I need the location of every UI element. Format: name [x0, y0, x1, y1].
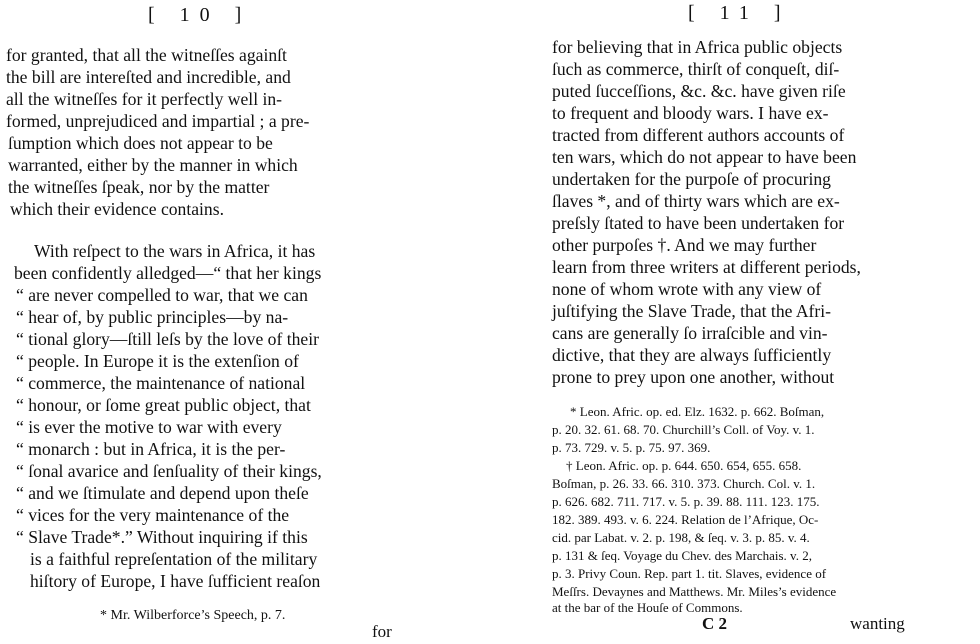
text-line: “ is ever the motive to war with every — [16, 417, 282, 437]
text-line: “ Slave Trade*.” Without inquiring if this — [16, 527, 308, 547]
text-line: learn from three writers at different periods, — [552, 257, 861, 277]
footnote-line: p. 20. 32. 61. 68. 70. Churchill’s Coll. of Voy. v. 1. — [552, 422, 815, 437]
text-line: “ tional glory—ſtill leſs by the love of their — [16, 329, 319, 349]
footnote-line: p. 626. 682. 711. 717. v. 5. p. 39. 88. 111. 123. 175. — [552, 494, 820, 509]
text-line: hiſtory of Europe, I have ſufficient reaſon — [30, 571, 321, 591]
text-line: “ monarch : but in Africa, it is the per- — [16, 439, 286, 459]
text-line: for granted, that all the witneſſes againſt — [6, 45, 287, 65]
text-line: to frequent and bloody wars. I have ex- — [552, 103, 829, 123]
text-line: the bill are intereſted and incredible, and — [6, 67, 291, 87]
text-line: formed, unprejudiced and impartial ; a pre- — [6, 111, 310, 131]
footnote-line: Boſman, p. 26. 33. 66. 310. 373. Church. Col. v. 1. — [552, 476, 816, 491]
footnote-line: * Leon. Afric. op. ed. Elz. 1632. p. 662. Boſman, — [570, 404, 825, 419]
text-line: ten wars, which do not appear to have been — [552, 147, 857, 167]
text-line: “ vices for the very maintenance of the — [16, 505, 290, 525]
text-line: “ commerce, the maintenance of national — [16, 373, 306, 393]
footnote-line: at the bar of the Houſe of Commons. — [552, 600, 743, 615]
footnote-line: cid. par Labat. v. 2. p. 198, & ſeq. v. 3. p. 85. v. 4. — [552, 530, 810, 545]
text-line: other purpoſes †. And we may further — [552, 235, 817, 255]
left-page — [0, 0, 420, 644]
left-footnote: * Mr. Wilberforce’s Speech, p. 7. — [100, 608, 286, 623]
text-line: dictive, that they are always ſufficiently — [552, 345, 832, 365]
left-page-number: [ 10 ] — [148, 4, 252, 26]
text-line: ſuch as commerce, thirſt of conqueſt, diſ- — [552, 59, 840, 79]
right-catchword: wanting — [850, 614, 905, 633]
footnote-line: p. 73. 729. v. 5. p. 75. 97. 369. — [552, 440, 711, 455]
text-line: tracted from different authors accounts of — [552, 125, 845, 145]
text-line: ſlaves *, and of thirty wars which are ex- — [552, 191, 840, 211]
text-line: all the witneſſes for it perfectly well in- — [6, 89, 283, 109]
text-line: cans are generally ſo irraſcible and vin- — [552, 323, 828, 343]
footnote-line: † Leon. Afric. op. p. 644. 650. 654, 655. 658. — [566, 458, 802, 473]
text-line: warranted, either by the manner in which — [8, 155, 298, 175]
text-line: “ ſonal avarice and ſenſuality of their kings, — [16, 461, 322, 481]
text-line: puted ſucceſſions, &c. &c. have given riſe — [552, 81, 846, 101]
text-line: “ honour, or ſome great public object, that — [16, 395, 311, 415]
text-line: undertaken for the purpoſe of procuring — [552, 169, 831, 189]
signature-mark: C 2 — [702, 614, 728, 633]
footnote-line: p. 3. Privy Coun. Rep. part 1. tit. Slaves, evidence of — [552, 566, 827, 581]
text-line: ſumption which does not appear to be — [8, 133, 273, 153]
text-line: preſsly ſtated to have been undertaken for — [552, 213, 845, 233]
footnote-line: 182. 389. 493. v. 6. 224. Relation de l’Afrique, Oc- — [552, 512, 819, 527]
text-line: for believing that in Africa public objects — [552, 37, 843, 57]
footnote-line: Meſſrs. Devaynes and Matthews. Mr. Miles’s evidence — [552, 584, 837, 599]
text-line: which their evidence contains. — [10, 199, 224, 219]
text-line: “ hear of, by public principles—by na- — [16, 307, 289, 327]
right-page — [540, 0, 980, 644]
text-line: none of whom wrote with any view of — [552, 279, 822, 299]
text-line: With reſpect to the wars in Africa, it has — [34, 241, 316, 261]
text-line: juſtifying the Slave Trade, that the Afri- — [552, 301, 832, 321]
footnote-line: p. 131 & ſeq. Voyage du Chev. des Marchais. v. 2, — [552, 548, 812, 563]
text-line: prone to prey upon one another, without — [552, 367, 835, 387]
text-line: the witneſſes ſpeak, nor by the matter — [8, 177, 270, 197]
left-catchword: for — [372, 622, 392, 641]
text-line: “ people. In Europe it is the extenſion of — [16, 351, 299, 371]
text-line: “ and we ſtimulate and depend upon theſe — [16, 483, 309, 503]
text-line: been confidently alledged—“ that her kings — [14, 263, 322, 283]
text-line: is a faithful repreſentation of the military — [30, 549, 318, 569]
text-line: “ are never compelled to war, that we can — [16, 285, 308, 305]
right-page-number: [ 11 ] — [688, 2, 791, 24]
